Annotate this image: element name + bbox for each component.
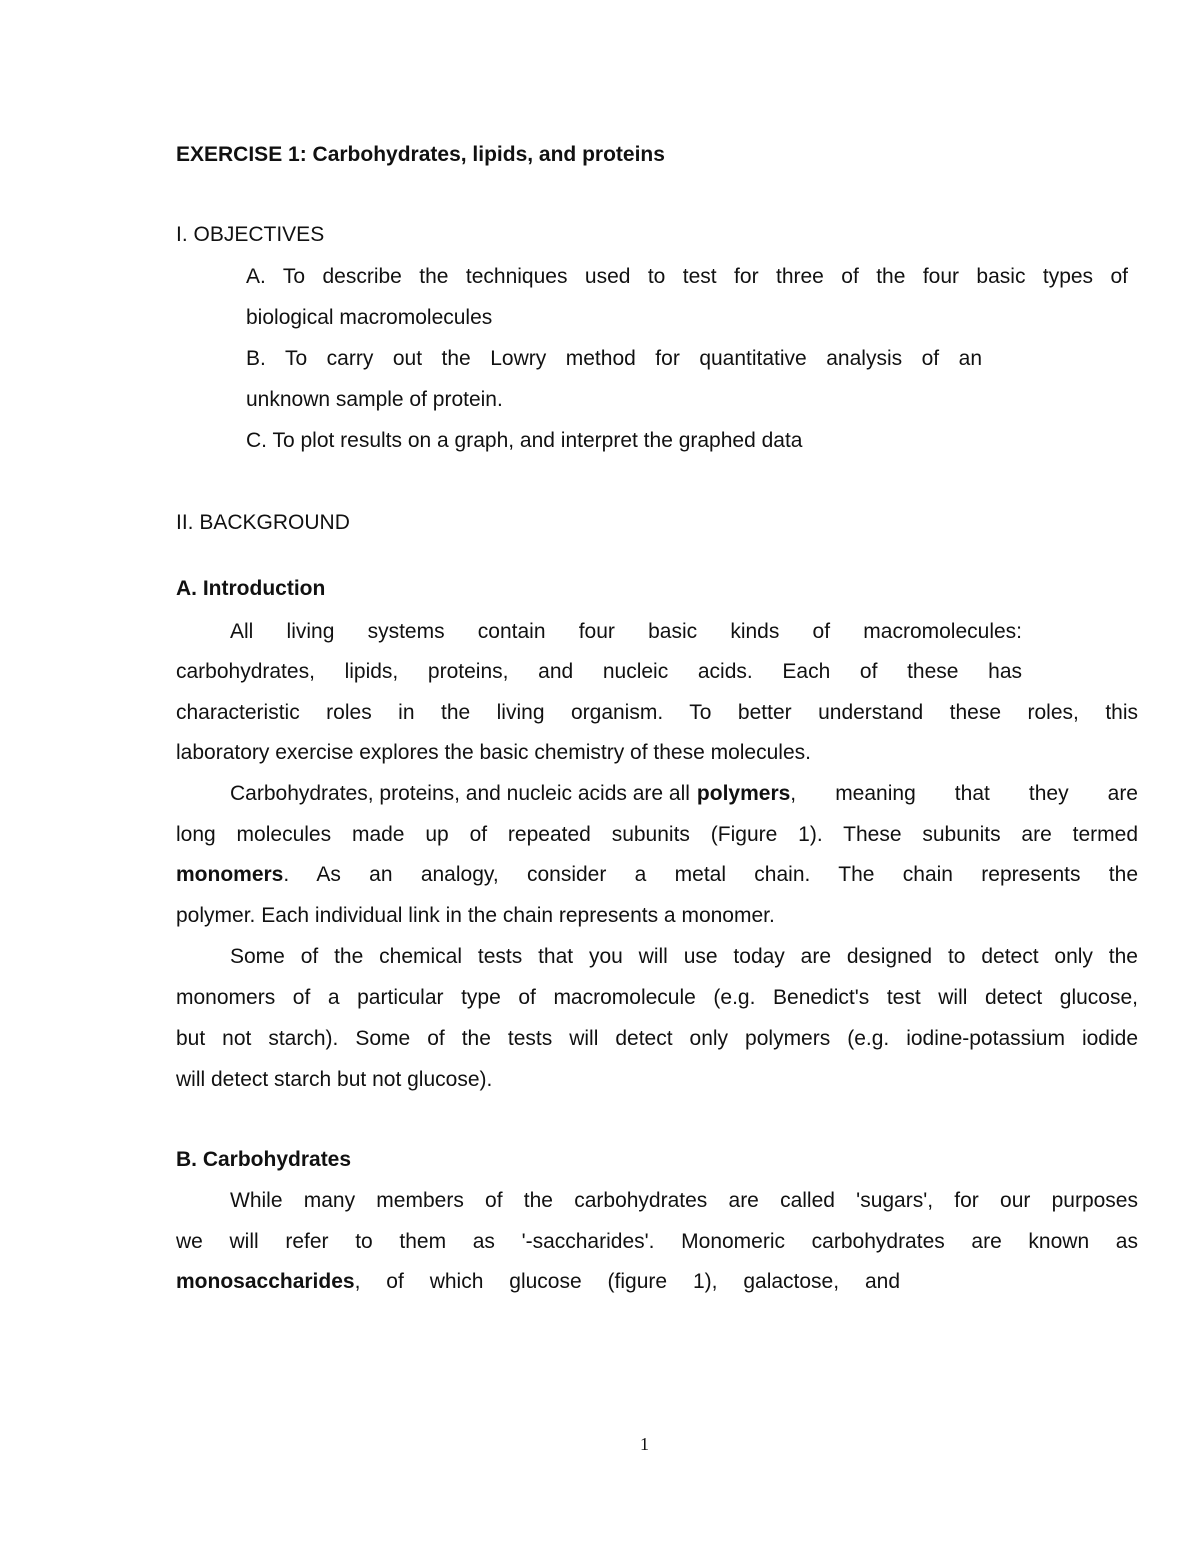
carb-paragraph-line1: While many members of the carbohydrates are called 'sugars', for our purposes	[230, 1189, 1138, 1212]
intro-paragraph2-line2: long molecules made up of repeated subunits (Figure 1). These subunits are termed	[176, 823, 1138, 846]
objective-c-line1: C. To plot results on a graph, and interpret the graphed data	[246, 429, 803, 452]
intro-paragraph1-line4: laboratory exercise explores the basic chemistry of these molecules.	[176, 741, 811, 764]
intro-paragraph3-line2: monomers of a particular type of macromolecule (e.g. Benedict's test will detect glucose,	[176, 986, 1138, 1009]
intro-paragraph1-line1: All living systems contain four basic kinds of macromolecules:	[230, 620, 1022, 643]
objective-a-line2: biological macromolecules	[246, 306, 493, 329]
intro-paragraph3-line3: but not starch). Some of the tests will detect only polymers (e.g. iodine-potassium iodide	[176, 1027, 1138, 1050]
intro-paragraph2-line4: polymer. Each individual link in the chain represents a monomer.	[176, 904, 775, 927]
objective-a-line1: A. To describe the techniques used to test for three of the four basic types of	[246, 265, 1128, 288]
carb-line3-text-b: , of which glucose (figure 1), galactose, and	[354, 1270, 900, 1293]
p2-line1-text-b: , meaning that they are	[790, 782, 1138, 805]
monomers-term: monomers	[176, 863, 284, 886]
objective-b-line1: B. To carry out the Lowry method for quantitative analysis of an	[246, 347, 982, 370]
objective-b-line2: unknown sample of protein.	[246, 388, 503, 411]
carb-paragraph-line3	[176, 1270, 900, 1294]
monosaccharides-term: monosaccharides	[176, 1270, 355, 1293]
intro-paragraph3-line4: will detect starch but not glucose).	[176, 1068, 493, 1091]
intro-paragraph1-line3: characteristic roles in the living organism. To better understand these roles, this	[176, 701, 1138, 724]
p2-line3-text-b: . As an analogy, consider a metal chain. The chain represents the	[283, 863, 1138, 886]
carb-paragraph-line2: we will refer to them as '-saccharides'. Monomeric carbohydrates are known as	[176, 1230, 1138, 1253]
polymers-term: polymers	[696, 782, 791, 805]
carbohydrates-heading: B. Carbohydrates	[176, 1148, 352, 1171]
introduction-heading: A. Introduction	[176, 577, 326, 600]
p2-line1-text-a: Carbohydrates, proteins, and nucleic acids are all	[230, 782, 690, 805]
exercise-title: EXERCISE 1: Carbohydrates, lipids, and proteins	[176, 143, 665, 166]
intro-paragraph3-line1: Some of the chemical tests that you will use today are designed to detect only the	[230, 945, 1138, 968]
page-number: 1	[640, 1434, 649, 1454]
objectives-heading: I. OBJECTIVES	[176, 223, 325, 246]
background-heading: II. BACKGROUND	[176, 511, 350, 534]
intro-paragraph1-line2: carbohydrates, lipids, proteins, and nucleic acids. Each of these has	[176, 660, 1022, 683]
intro-paragraph2-line3	[176, 863, 1138, 887]
intro-paragraph2-line1	[230, 782, 1138, 806]
